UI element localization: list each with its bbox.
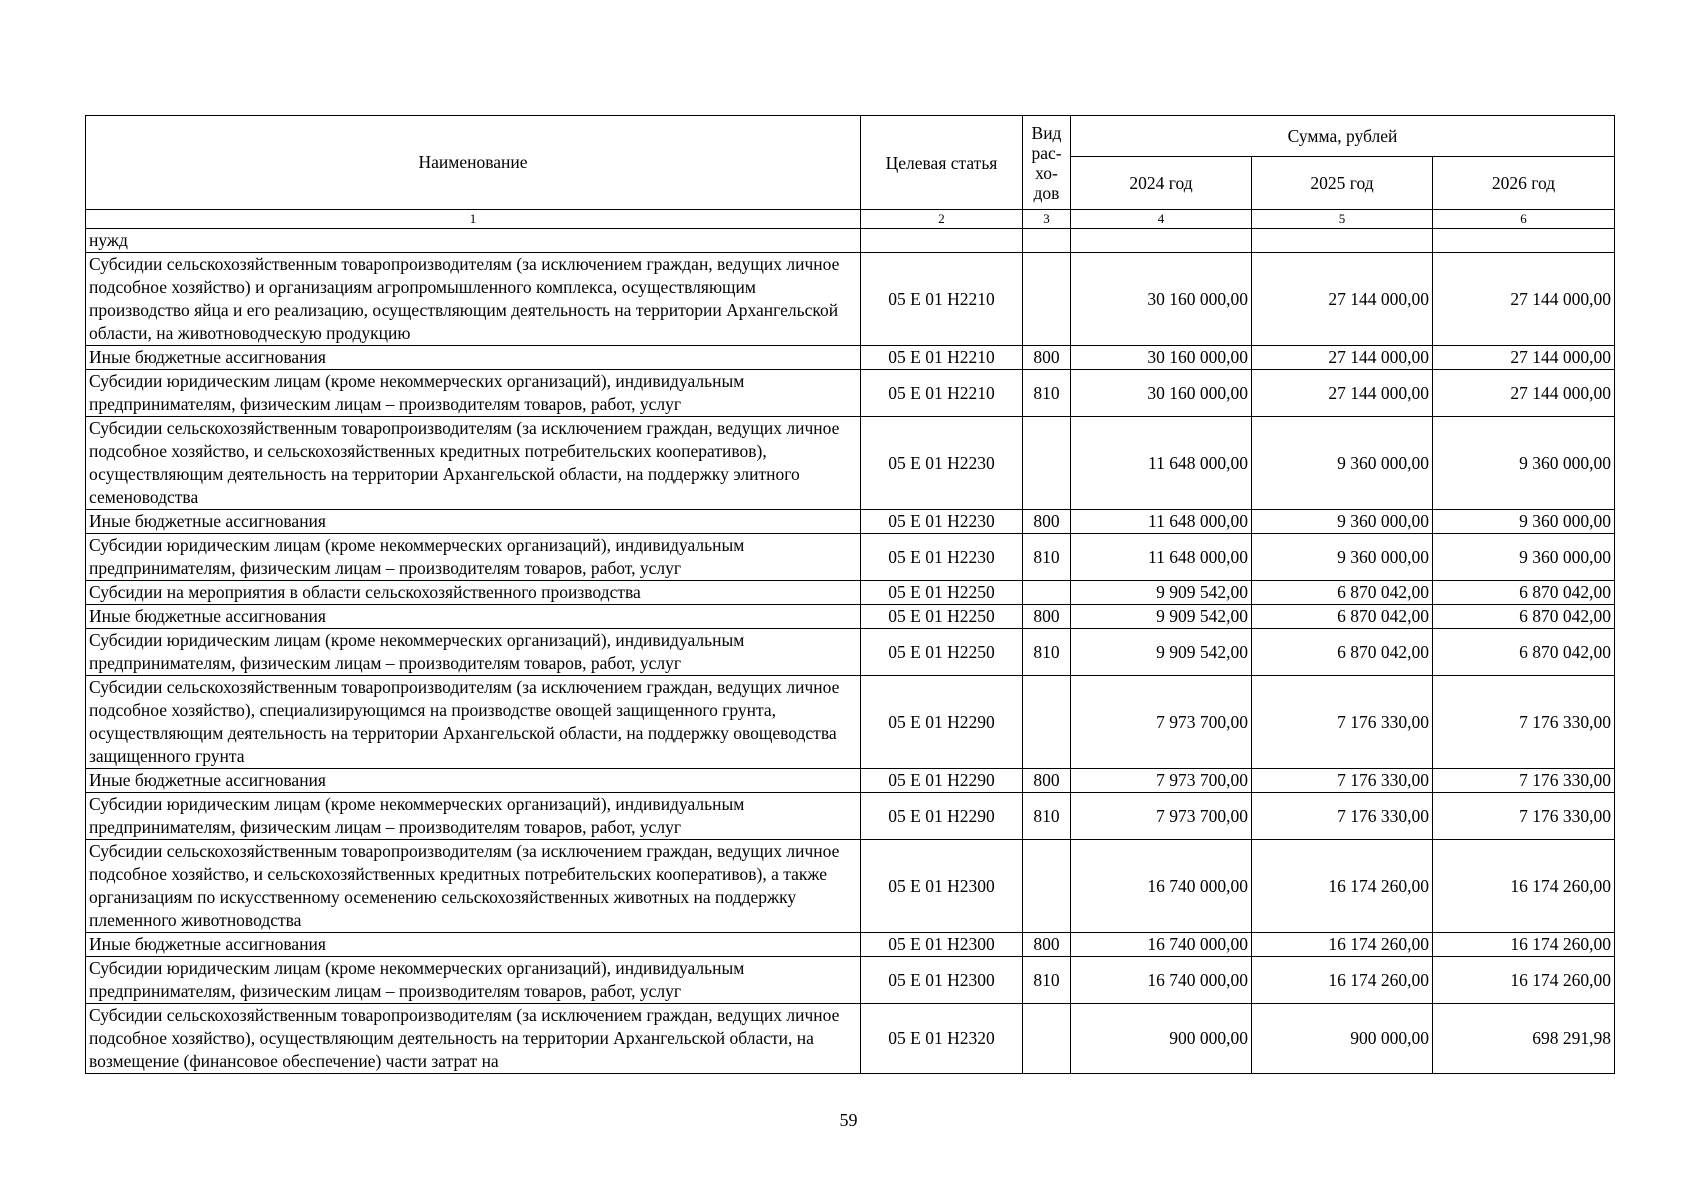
row-amount-2025: 9 360 000,00 [1252,534,1433,581]
page-number: 59 [839,1110,858,1130]
row-amount-2024: 900 000,00 [1071,1004,1252,1074]
row-amount-2025: 7 176 330,00 [1252,676,1433,769]
row-amount-2026: 7 176 330,00 [1433,769,1615,793]
row-target-article: 05 Е 01 Н2300 [861,933,1023,957]
row-amount-2026: 7 176 330,00 [1433,676,1615,769]
col-number: 5 [1252,210,1433,229]
header-target-article: Целевая статья [861,116,1023,210]
row-name: Иные бюджетные ассигнования [86,510,861,534]
row-amount-2024: 11 648 000,00 [1071,510,1252,534]
row-target-article: 05 Е 01 Н2210 [861,253,1023,346]
row-amount-2025: 27 144 000,00 [1252,346,1433,370]
row-target-article: 05 Е 01 Н2250 [861,629,1023,676]
header-sum: Сумма, рублей [1071,116,1615,157]
row-expense-type: 800 [1023,346,1071,370]
row-amount-2026: 9 360 000,00 [1433,534,1615,581]
row-amount-2026: 6 870 042,00 [1433,629,1615,676]
row-name: Субсидии на мероприятия в области сельскохозяйственного производства [86,581,861,605]
row-amount-2026: 27 144 000,00 [1433,370,1615,417]
row-name: Субсидии юридическим лицам (кроме некоммерческих организаций), индивидуальным предпринимателям, физическим лицам – производителям товаров, работ, услуг [86,957,861,1004]
row-amount-2024: 7 973 700,00 [1071,769,1252,793]
row-amount-2026: 7 176 330,00 [1433,793,1615,840]
table-row [86,417,1615,510]
row-amount-2026: 27 144 000,00 [1433,253,1615,346]
row-amount-2025: 16 174 260,00 [1252,933,1433,957]
row-amount-2024 [1071,229,1252,253]
row-expense-type [1023,417,1071,510]
row-amount-2024: 30 160 000,00 [1071,370,1252,417]
row-target-article: 05 Е 01 Н2290 [861,676,1023,769]
row-amount-2025: 27 144 000,00 [1252,253,1433,346]
col-number: 1 [86,210,861,229]
row-name: Иные бюджетные ассигнования [86,769,861,793]
row-expense-type [1023,840,1071,933]
row-name: Субсидии юридическим лицам (кроме некоммерческих организаций), индивидуальным предпринимателям, физическим лицам – производителям товаров, работ, услуг [86,534,861,581]
row-name: Субсидии сельскохозяйственным товаропроизводителям (за исключением граждан, ведущих личное подсобное хозяйство), специализирующимся на производстве овощей защищенного грунта, осуществляющим деятельность на территории Архангельской области, на поддержку овощеводства защищенного грунта [86,676,861,769]
row-target-article: 05 Е 01 Н2320 [861,1004,1023,1074]
row-expense-type: 810 [1023,370,1071,417]
row-amount-2026: 6 870 042,00 [1433,581,1615,605]
table-row [86,793,1615,840]
row-expense-type [1023,676,1071,769]
row-name: Субсидии сельскохозяйственным товаропроизводителям (за исключением граждан, ведущих личное подсобное хозяйство, и сельскохозяйственных кредитных потребительских кооперативов), а также организациям по искусственному осеменению сельскохозяйственных животных на поддержку племенного животноводства [86,840,861,933]
row-name: Субсидии юридическим лицам (кроме некоммерческих организаций), индивидуальным предпринимателям, физическим лицам – производителям товаров, работ, услуг [86,370,861,417]
table-row [86,957,1615,1004]
row-name: Субсидии сельскохозяйственным товаропроизводителям (за исключением граждан, ведущих личное подсобное хозяйство), осуществляющим деятельность на территории Архангельской области, на возмещение (финансовое обеспечение) части затрат на [86,1004,861,1074]
row-amount-2025: 9 360 000,00 [1252,510,1433,534]
row-target-article: 05 Е 01 Н2230 [861,510,1023,534]
row-amount-2025: 27 144 000,00 [1252,370,1433,417]
row-name: Иные бюджетные ассигнования [86,933,861,957]
budget-table [85,115,1615,1074]
row-amount-2026: 27 144 000,00 [1433,346,1615,370]
row-amount-2025: 6 870 042,00 [1252,629,1433,676]
row-amount-2024: 9 909 542,00 [1071,629,1252,676]
row-amount-2026: 6 870 042,00 [1433,605,1615,629]
table-row [86,229,1615,253]
row-target-article: 05 Е 01 Н2250 [861,581,1023,605]
row-amount-2026: 16 174 260,00 [1433,957,1615,1004]
col-number: 2 [861,210,1023,229]
table-row [86,1004,1615,1074]
col-number: 4 [1071,210,1252,229]
row-amount-2026: 698 291,98 [1433,1004,1615,1074]
col-number: 6 [1433,210,1615,229]
row-amount-2025: 16 174 260,00 [1252,957,1433,1004]
row-amount-2025: 16 174 260,00 [1252,840,1433,933]
row-amount-2025: 7 176 330,00 [1252,793,1433,840]
row-amount-2024: 9 909 542,00 [1071,605,1252,629]
row-amount-2024: 16 740 000,00 [1071,933,1252,957]
row-target-article: 05 Е 01 Н2290 [861,793,1023,840]
table-row [86,534,1615,581]
row-expense-type [1023,581,1071,605]
col-number: 3 [1023,210,1071,229]
row-expense-type: 800 [1023,769,1071,793]
row-amount-2025: 7 176 330,00 [1252,769,1433,793]
row-amount-2026: 9 360 000,00 [1433,417,1615,510]
table-row [86,769,1615,793]
row-amount-2025: 9 360 000,00 [1252,417,1433,510]
row-expense-type: 810 [1023,534,1071,581]
row-amount-2024: 16 740 000,00 [1071,840,1252,933]
row-expense-type [1023,229,1071,253]
table-row [86,370,1615,417]
row-name: Иные бюджетные ассигнования [86,346,861,370]
table-row [86,346,1615,370]
row-name: Субсидии юридическим лицам (кроме некоммерческих организаций), индивидуальным предпринимателям, физическим лицам – производителям товаров, работ, услуг [86,629,861,676]
table-row [86,510,1615,534]
row-target-article: 05 Е 01 Н2290 [861,769,1023,793]
table-row [86,581,1615,605]
row-expense-type: 810 [1023,629,1071,676]
table-body [86,229,1615,1074]
row-target-article [861,229,1023,253]
row-expense-type: 810 [1023,957,1071,1004]
row-name: Субсидии сельскохозяйственным товаропроизводителям (за исключением граждан, ведущих личное подсобное хозяйство, и сельскохозяйственных кредитных потребительских кооперативов), осуществляющим деятельность на территории Архангельской области, на поддержку элитного семеноводства [86,417,861,510]
header-year-2025: 2025 год [1252,157,1433,210]
row-amount-2025 [1252,229,1433,253]
row-expense-type: 800 [1023,510,1071,534]
table-row [86,253,1615,346]
table-row [86,933,1615,957]
row-amount-2025: 6 870 042,00 [1252,605,1433,629]
row-expense-type: 800 [1023,933,1071,957]
row-amount-2024: 11 648 000,00 [1071,534,1252,581]
row-target-article: 05 Е 01 Н2250 [861,605,1023,629]
table-row [86,676,1615,769]
row-amount-2026: 16 174 260,00 [1433,933,1615,957]
table-row [86,840,1615,933]
row-amount-2024: 16 740 000,00 [1071,957,1252,1004]
row-name: нужд [86,229,861,253]
row-name: Субсидии сельскохозяйственным товаропроизводителям (за исключением граждан, ведущих личное подсобное хозяйство) и организациям агропромышленного комплекса, осуществляющим производство яйца и его реализацию, осуществляющим деятельность на территории Архангельской области, на животноводческую продукцию [86,253,861,346]
table-row [86,605,1615,629]
row-amount-2024: 9 909 542,00 [1071,581,1252,605]
row-amount-2024: 7 973 700,00 [1071,676,1252,769]
row-expense-type [1023,253,1071,346]
row-amount-2026: 9 360 000,00 [1433,510,1615,534]
row-amount-2024: 11 648 000,00 [1071,417,1252,510]
row-amount-2026: 16 174 260,00 [1433,840,1615,933]
header-name: Наименование [86,116,861,210]
row-name: Иные бюджетные ассигнования [86,605,861,629]
header-year-2024: 2024 год [1071,157,1252,210]
header-year-2026: 2026 год [1433,157,1615,210]
row-amount-2024: 7 973 700,00 [1071,793,1252,840]
row-amount-2024: 30 160 000,00 [1071,253,1252,346]
row-target-article: 05 Е 01 Н2300 [861,957,1023,1004]
row-target-article: 05 Е 01 Н2300 [861,840,1023,933]
row-amount-2025: 6 870 042,00 [1252,581,1433,605]
row-amount-2026 [1433,229,1615,253]
row-target-article: 05 Е 01 Н2230 [861,417,1023,510]
row-expense-type: 800 [1023,605,1071,629]
row-expense-type [1023,1004,1071,1074]
row-name: Субсидии юридическим лицам (кроме некоммерческих организаций), индивидуальным предпринимателям, физическим лицам – производителям товаров, работ, услуг [86,793,861,840]
row-target-article: 05 Е 01 Н2210 [861,370,1023,417]
row-target-article: 05 Е 01 Н2230 [861,534,1023,581]
row-amount-2024: 30 160 000,00 [1071,346,1252,370]
table-row [86,629,1615,676]
row-amount-2025: 900 000,00 [1252,1004,1433,1074]
row-target-article: 05 Е 01 Н2210 [861,346,1023,370]
header-expense-type: Вид рас-хо-дов [1023,116,1071,210]
row-expense-type: 810 [1023,793,1071,840]
